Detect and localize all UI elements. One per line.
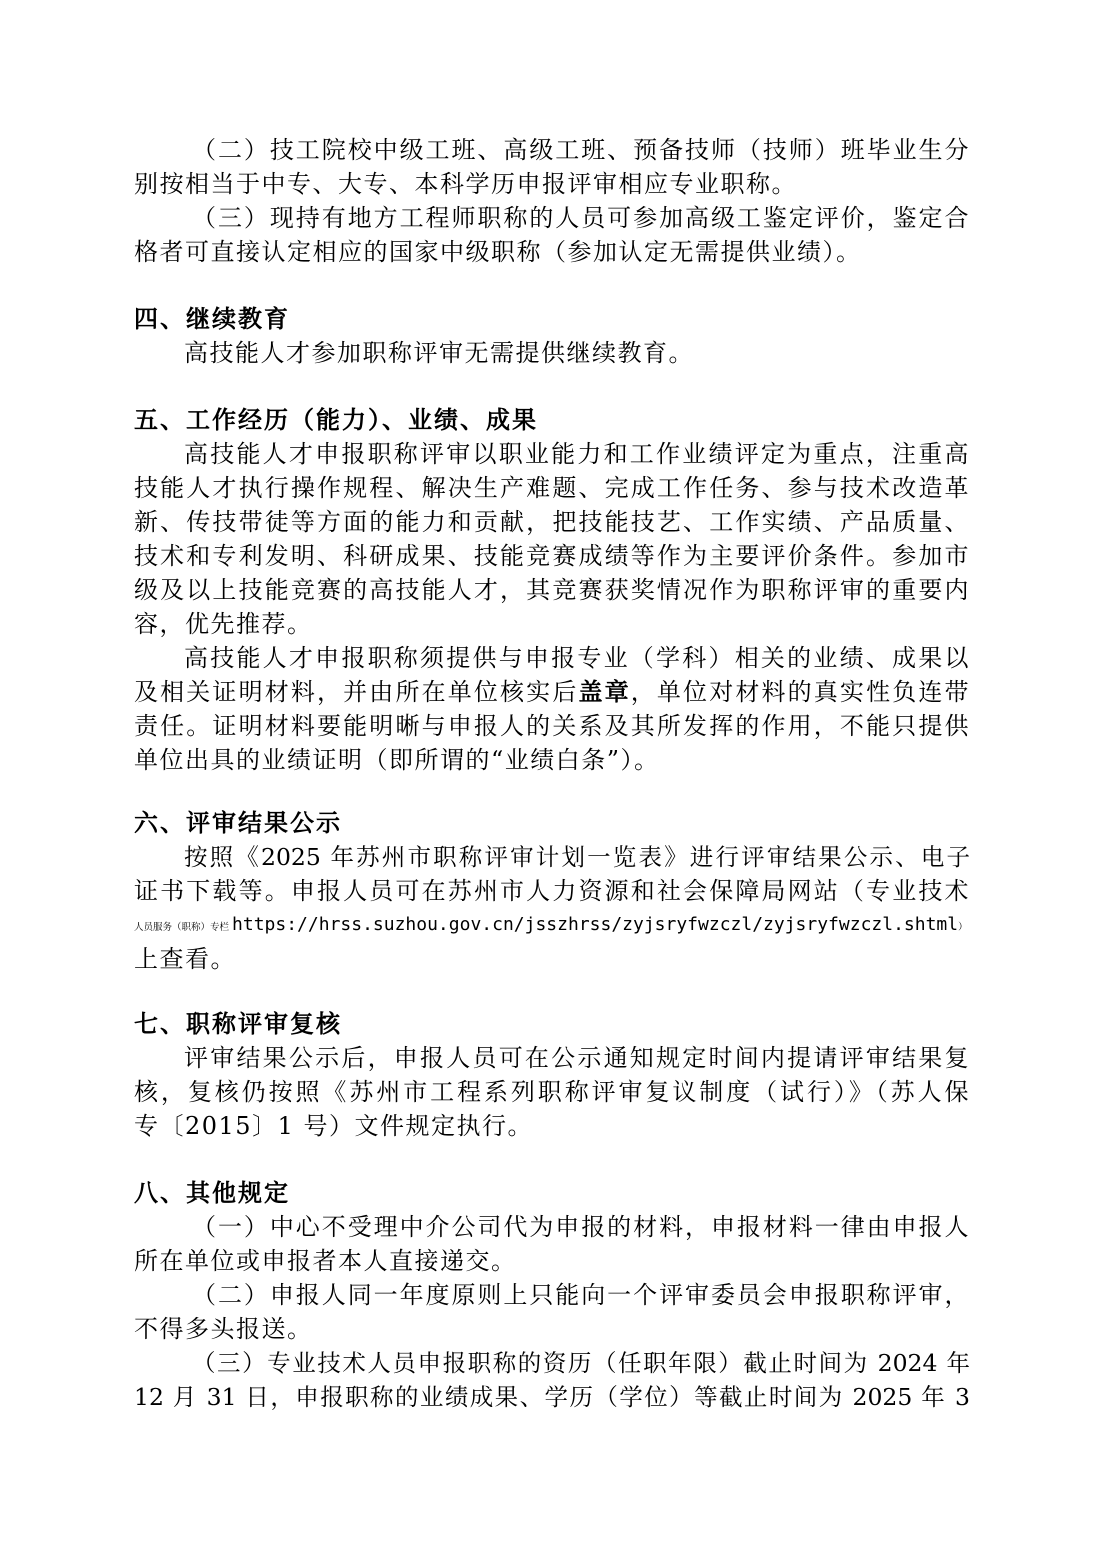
paragraph-line: 核，复核仍按照《苏州市工程系列职称评审复议制度（试行）》（苏人保	[134, 1078, 970, 1106]
paragraph-line: 高技能人才申报职称须提供与申报专业（学科）相关的业绩、成果以	[184, 644, 970, 672]
paragraph-line: 别按相当于中专、大专、本科学历申报评审相应专业职称。	[134, 170, 797, 198]
text-run: ）	[958, 922, 968, 933]
paragraph-line: 评审结果公示后，申报人员可在公示通知规定时间内提请评审结果复	[184, 1044, 970, 1072]
paragraph-line: 级及以上技能竞赛的高技能人才，其竞赛获奖情况作为职称评审的重要内	[134, 576, 970, 604]
paragraph-line	[134, 908, 970, 942]
section-7	[134, 1007, 970, 1143]
paragraph-line: 不得多头报送。	[134, 1315, 313, 1343]
paragraph-line: （二）技工院校中级工班、高级工班、预备技师（技师）班毕业生分	[192, 136, 970, 164]
paragraph-line: 单位出具的业绩证明（即所谓的“业绩白条”）。	[134, 746, 660, 774]
paragraph-line: 专〔2015〕1 号）文件规定执行。	[134, 1112, 533, 1140]
paragraph-line: 所在单位或申报者本人直接递交。	[134, 1247, 517, 1275]
paragraph-line: 高技能人才参加职称评审无需提供继续教育。	[184, 339, 694, 367]
paragraph-line: 按照《2025 年苏州市职称评审计划一览表》进行评审结果公示、电子	[184, 843, 970, 871]
paragraph-line: 责任。证明材料要能明晰与申报人的关系及其所发挥的作用，不能只提供	[134, 712, 970, 740]
paragraph-line: 技能人才执行操作规程、解决生产难题、完成工作任务、参与技术改造革	[134, 474, 970, 502]
emphasis-text: 盖章	[578, 677, 631, 706]
paragraph-line: 12 月 31 日，申报职称的业绩成果、学历（学位）等截止时间为 2025 年 3	[134, 1383, 970, 1411]
paragraph-line: 技术和专利发明、科研成果、技能竞赛成绩等作为主要评价条件。参加市	[134, 542, 970, 570]
section-heading: 七、职称评审复核	[134, 1010, 342, 1038]
paragraph-line: 证书下载等。申报人员可在苏州市人力资源和社会保障局网站（专业技术	[134, 877, 970, 905]
paragraph-line: （三）现持有地方工程师职称的人员可参加高级工鉴定评价，鉴定合	[192, 204, 970, 232]
section-3-continuation	[134, 133, 970, 269]
section-heading: 六、评审结果公示	[134, 809, 342, 837]
text-run: ，单位对材料的真实性负连带	[630, 678, 971, 706]
paragraph-line: 新、传技带徒等方面的能力和贡献，把技能技艺、工作实绩、产品质量、	[134, 508, 970, 536]
section-4	[134, 302, 970, 370]
section-6	[134, 806, 970, 976]
paragraph-line: （三）专业技术人员申报职称的资历（任职年限）截止时间为 2024 年	[192, 1349, 970, 1377]
paragraph-line: 上查看。	[134, 945, 236, 973]
paragraph-line: （一）中心不受理中介公司代为申报的材料，申报材料一律由申报人	[192, 1213, 970, 1241]
text-run: 及相关证明材料，并由所在单位核实后	[134, 678, 579, 706]
text-run: 人员服务（职称）专栏	[134, 922, 233, 933]
paragraph-line	[134, 675, 970, 709]
section-heading: 四、继续教育	[134, 305, 290, 333]
section-5	[134, 403, 970, 777]
section-heading: 五、工作经历（能力）、业绩、成果	[134, 406, 538, 434]
website-link[interactable]: https://hrss.suzhou.gov.cn/jsszhrss/zyjsryfwzczl/zyjsryfwzczl.shtml	[232, 914, 959, 935]
section-heading: 八、其他规定	[134, 1179, 290, 1207]
paragraph-line: 容，优先推荐。	[134, 610, 313, 638]
paragraph-line: 格者可直接认定相应的国家中级职称（参加认定无需提供业绩）。	[134, 238, 862, 266]
paragraph-line: 高技能人才申报职称评审以职业能力和工作业绩评定为重点，注重高	[184, 440, 970, 468]
section-8	[134, 1176, 970, 1414]
paragraph-line: （二）申报人同一年度原则上只能向一个评审委员会申报职称评审，	[192, 1281, 970, 1309]
